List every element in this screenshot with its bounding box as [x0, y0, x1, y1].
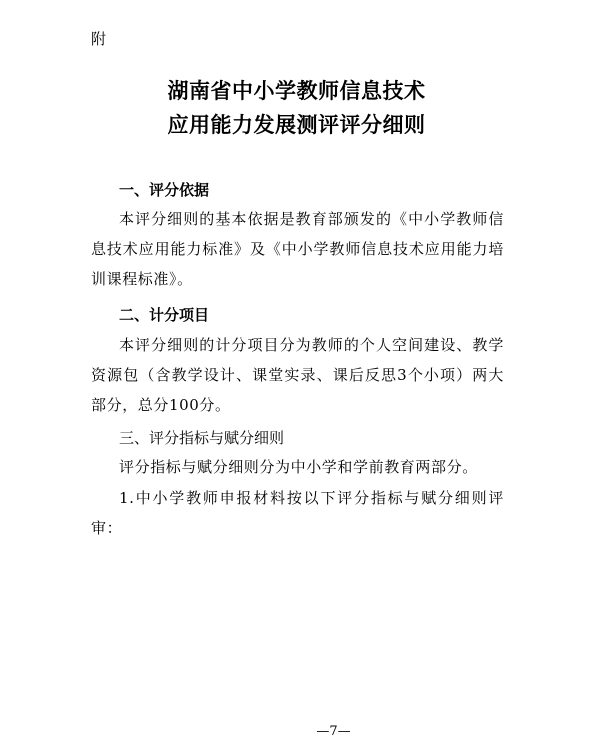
section-paragraph-scoring-items: 本评分细则的计分项目分为教师的个人空间建设、教学资源包（含教学设计、课堂实录、课后反思3个小项）两大部分，总分100分。: [91, 336, 504, 414]
section-heading-basis: 一、评分依据: [119, 181, 210, 199]
document-title-line-1: 湖南省中小学教师信息技术: [167, 78, 426, 103]
document-title-line-2: 应用能力发展测评评分细则: [167, 112, 426, 137]
section-heading-indicators: 三、评分指标与赋分细则: [119, 429, 285, 447]
attachment-label: 附: [91, 30, 107, 48]
section-heading-scoring-items: 二、计分项目: [119, 306, 210, 324]
section-paragraph-primary-secondary: 1.中小学教师申报材料按以下评分指标与赋分细则评审：: [91, 489, 504, 537]
section-paragraph-indicators: 评分指标与赋分细则分为中小学和学前教育两部分。: [119, 458, 478, 476]
section-paragraph-basis: 本评分细则的基本依据是教育部颁发的《中小学教师信息技术应用能力标准》及《中小学教师信息技术应用能力培训课程标准》。: [91, 210, 504, 288]
page-number: —7—: [316, 724, 351, 739]
